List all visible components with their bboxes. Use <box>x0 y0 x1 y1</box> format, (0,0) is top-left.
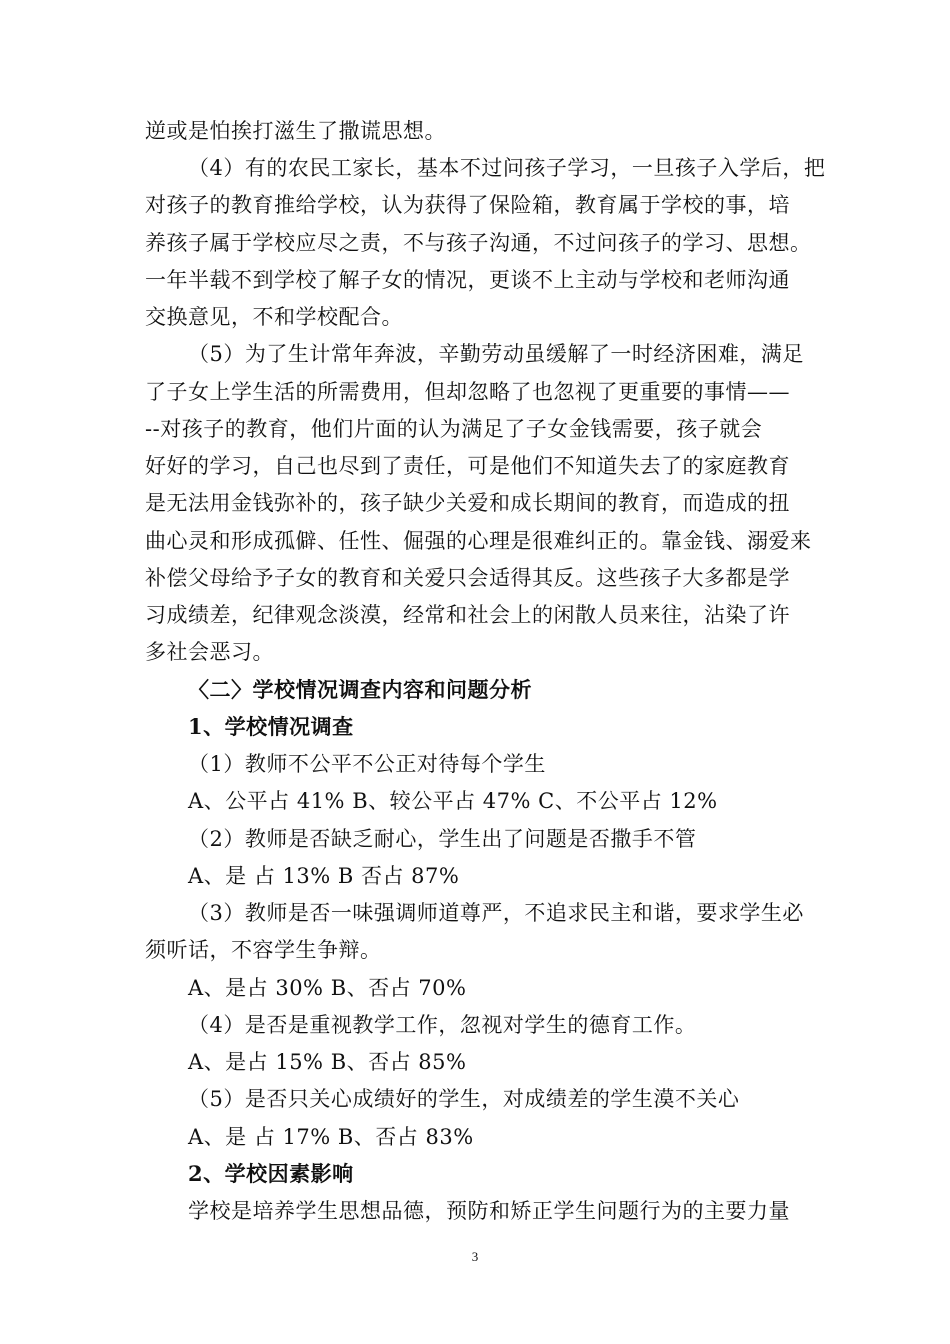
survey-answers: A、是 占 13% B 否占 87% <box>188 864 460 888</box>
survey-answers: A、公平占 41% B、较公平占 47% C、不公平占 12% <box>188 789 718 813</box>
paragraph-line: 多社会恶习。 <box>145 640 274 664</box>
paragraph-line: --对孩子的教育，他们片面的认为满足了子女金钱需要，孩子就会 <box>145 417 763 441</box>
paragraph-line: 一年半载不到学校了解子女的情况，更谈不上主动与学校和老师沟通 <box>145 268 790 292</box>
paragraph-line: 养孩子属于学校应尽之责，不与孩子沟通，不过问孩子的学习、思想。 <box>145 231 812 255</box>
survey-answers: A、是占 30% B、否占 70% <box>188 976 467 1000</box>
survey-answers: A、是 占 17% B、否占 83% <box>188 1125 474 1149</box>
paragraph-line: 补偿父母给予子女的教育和关爱只会适得其反。这些孩子大多都是学 <box>145 566 790 590</box>
paragraph-line: 好好的学习，自己也尽到了责任，可是他们不知道失去了的家庭教育 <box>145 454 790 478</box>
paragraph-line: 曲心灵和形成孤僻、任性、倔强的心理是很难纠正的。靠金钱、溺爱来 <box>145 529 812 553</box>
paragraph-line: 学校是培养学生思想品德，预防和矫正学生问题行为的主要力量 <box>188 1199 790 1223</box>
section-heading: 〈二〉学校情况调查内容和问题分析 <box>188 677 532 702</box>
survey-question: 须听话，不容学生争辩。 <box>145 938 382 962</box>
paragraph-line: （5）为了生计常年奔波，辛勤劳动虽缓解了一时经济困难，满足 <box>188 342 804 366</box>
paragraph-line: （4）有的农民工家长，基本不过问孩子学习，一旦孩子入学后，把 <box>188 156 826 180</box>
survey-answers: A、是占 15% B、否占 85% <box>188 1050 467 1074</box>
paragraph-line: 是无法用金钱弥补的，孩子缺少关爱和成长期间的教育，而造成的扭 <box>145 491 790 515</box>
paragraph-line: 对孩子的教育推给学校，认为获得了保险箱，教育属于学校的事，培 <box>145 193 790 217</box>
paragraph-line: 逆或是怕挨打滋生了撒谎思想。 <box>145 119 446 143</box>
subsection-heading: 2、学校因素影响 <box>188 1161 354 1186</box>
survey-question: （5）是否只关心成绩好的学生，对成绩差的学生漠不关心 <box>188 1087 740 1111</box>
survey-question: （3）教师是否一味强调师道尊严，不追求民主和谐，要求学生必 <box>188 901 804 925</box>
survey-question: （4）是否是重视教学工作，忽视对学生的德育工作。 <box>188 1013 697 1037</box>
paragraph-line: 了子女上学生活的所需费用，但却忽略了也忽视了更重要的事情—— <box>145 380 790 404</box>
paragraph-line: 交换意见，不和学校配合。 <box>145 305 403 329</box>
survey-question: （2）教师是否缺乏耐心，学生出了问题是否撒手不管 <box>188 827 697 851</box>
paragraph-line: 习成绩差，纪律观念淡漠，经常和社会上的闲散人员来往，沾染了许 <box>145 603 790 627</box>
page-number: 3 <box>471 1249 479 1264</box>
subsection-heading: 1、学校情况调查 <box>188 714 354 739</box>
survey-question: （1）教师不公平不公正对待每个学生 <box>188 752 546 776</box>
